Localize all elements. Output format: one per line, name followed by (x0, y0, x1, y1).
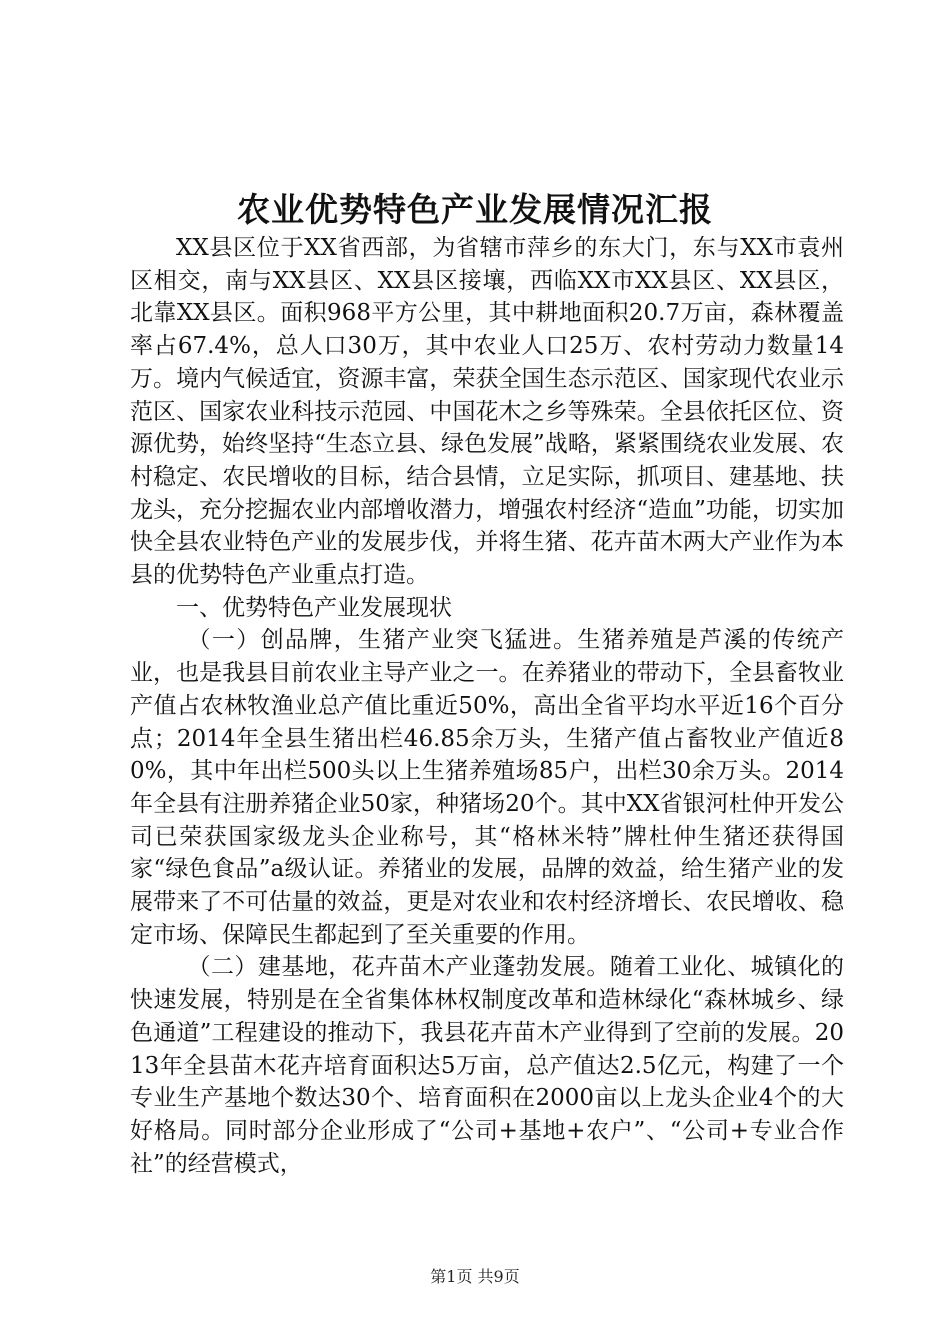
subsection-paragraph-flower-nursery: （二）建基地，花卉苗木产业蓬勃发展。随着工业化、城镇化的快速发展，特别是在全省集体林权制度改革和造林绿化“森林城乡、绿色通道”工程建设的推动下，我县花卉苗木产业得到了空前的发展。2013年全县苗木花卉培育面积达5万亩，总产值达2.5亿元，构建了一个专业生产基地个数达30个、培育面积在2000亩以上龙头企业4个的大好格局。同时部分企业形成了“公司+基地+农户”、“公司+专业合作社”的经营模式， (130, 954, 844, 1177)
subsection-paragraph-pig-industry: （一）创品牌，生猪产业突飞猛进。生猪养殖是芦溪的传统产业，也是我县目前农业主导产业之一。在养猪业的带动下，全县畜牧业产值占农林牧渔业总产值比重近50%，高出全省平均水平近16个百分点；2014年全县生猪出栏46.85余万头，生猪产值占畜牧业产值近80%，其中年出栏500头以上生猪养殖场85户，出栏30余万头。2014年全县有注册养猪企业50家，种猪场20个。其中XX省银河杜仲开发公司已荣获国家级龙头企业称号，其“格林米特”牌杜仲生猪还获得国家“绿色食品”a级认证。养猪业的发展，品牌的效益，给生猪产业的发展带来了不可估量的效益，更是对农业和农村经济增长、农民增收、稳定市场、保障民生都起到了至关重要的作用。 (130, 627, 844, 948)
intro-paragraph: XX县区位于XX省西部，为省辖市萍乡的东大门，东与XX市袁州区相交，南与XX县区、XX县区接壤，西临XX市XX县区、XX县区，北靠XX县区。面积968平方公里，其中耕地面积20.7万亩，森林覆盖率占67.4%，总人口30万，其中农业人口25万、农村劳动力数量14万。境内气候适宜，资源丰富，荣获全国生态示范区、国家现代农业示范区、国家农业科技示范园、中国花木之乡等殊荣。全县依托区位、资源优势，始终坚持“生态立县、绿色发展”战略，紧紧围绕农业发展、农村稳定、农民增收的目标，结合县情，立足实际，抓项目、建基地、扶龙头，充分挖掘农业内部增收潜力，增强农村经济“造血”功能，切实加快全县农业特色产业的发展步伐，并将生猪、花卉苗木两大产业作为本县的优势特色产业重点打造。 (130, 235, 844, 589)
page-footer: 第1页 共9页 (430, 1267, 520, 1286)
section-heading: 一、优势特色产业发展现状 (176, 594, 452, 621)
document-title: 农业优势特色产业发展情况汇报 (237, 190, 713, 229)
document-body (130, 232, 844, 1180)
